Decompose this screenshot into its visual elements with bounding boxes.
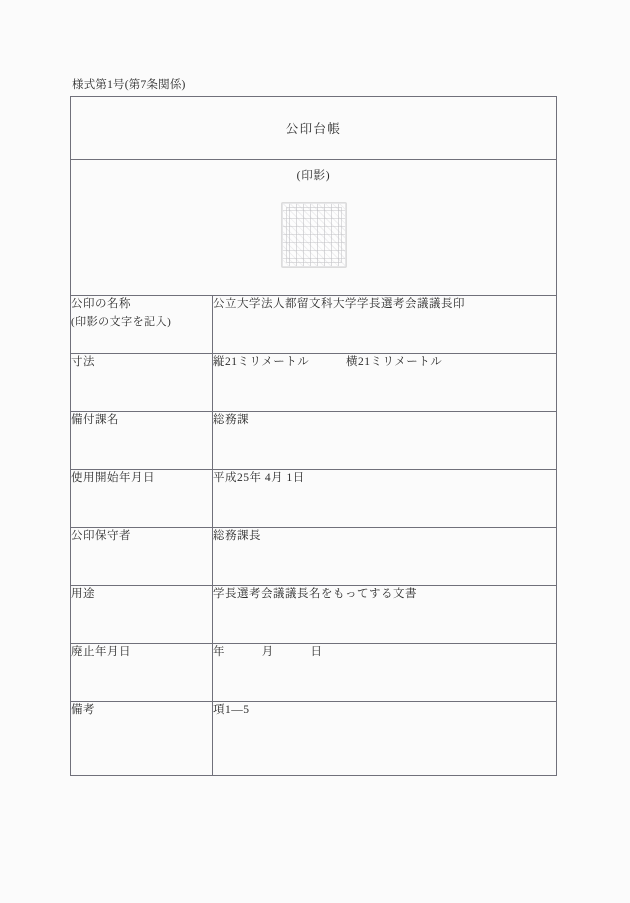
label-text: 公印保守者 (71, 530, 131, 542)
label-subtext: (印影の文字を記入) (71, 315, 172, 328)
value-year-text: 年 (213, 646, 225, 658)
label-text: 用途 (71, 588, 95, 600)
label-text: 廃止年月日 (71, 646, 131, 658)
row-label-remarks (71, 702, 213, 776)
seal-impression-caption: (印影) (296, 170, 331, 182)
ledger-title-cell (71, 97, 557, 160)
label-text: 備付課名 (71, 414, 119, 426)
row-label-seal-name (71, 296, 213, 354)
form-number-heading: 様式第1号(第7条関係) (72, 79, 186, 91)
value-text: 学長選考会議議長名をもってする文書 (213, 588, 417, 600)
table-row (71, 470, 557, 528)
table-row-seal-impression (71, 160, 557, 296)
value-text: 平成25年 4月 1日 (213, 472, 305, 484)
value-text: 公立大学法人都留文科大学学長選考会議議長印 (213, 298, 465, 310)
table-row (71, 702, 557, 776)
official-seal-ledger-table (70, 96, 557, 776)
row-value-seal-dimensions (213, 354, 557, 412)
table-row (71, 644, 557, 702)
row-value-seal-keeper (213, 528, 557, 586)
label-text: 使用開始年月日 (71, 472, 155, 484)
page-title: 公印台帳 (285, 122, 342, 136)
row-value-abolition-date (213, 644, 557, 702)
table-row (71, 586, 557, 644)
table-row (71, 412, 557, 470)
value-text: 項1—5 (213, 704, 250, 716)
table-row-title (71, 97, 557, 160)
table-row (71, 528, 557, 586)
label-text: 寸法 (71, 356, 95, 368)
value-day-text: 日 (310, 646, 323, 658)
value-height-text: 縦21ミリメートル (213, 356, 310, 368)
row-label-seal-dimensions (71, 354, 213, 412)
row-label-seal-keeper (71, 528, 213, 586)
table-row (71, 296, 557, 354)
row-value-custodian-division (213, 412, 557, 470)
row-label-use-start-date (71, 470, 213, 528)
row-label-purpose (71, 586, 213, 644)
row-value-use-start-date (213, 470, 557, 528)
row-label-custodian-division (71, 412, 213, 470)
row-value-remarks (213, 702, 557, 776)
label-text: 備考 (71, 704, 95, 716)
seal-impression-cell (71, 160, 557, 296)
value-width-text: 横21ミリメートル (346, 356, 443, 368)
value-text: 総務課 (213, 414, 249, 426)
value-month-text: 月 (261, 646, 274, 658)
seal-impression-icon (281, 202, 347, 268)
row-label-abolition-date (71, 644, 213, 702)
row-value-seal-name (213, 296, 557, 354)
value-text: 総務課長 (213, 530, 261, 542)
label-text: 公印の名称 (71, 298, 131, 310)
seal-stamp-container (71, 202, 556, 268)
row-value-purpose (213, 586, 557, 644)
table-row (71, 354, 557, 412)
